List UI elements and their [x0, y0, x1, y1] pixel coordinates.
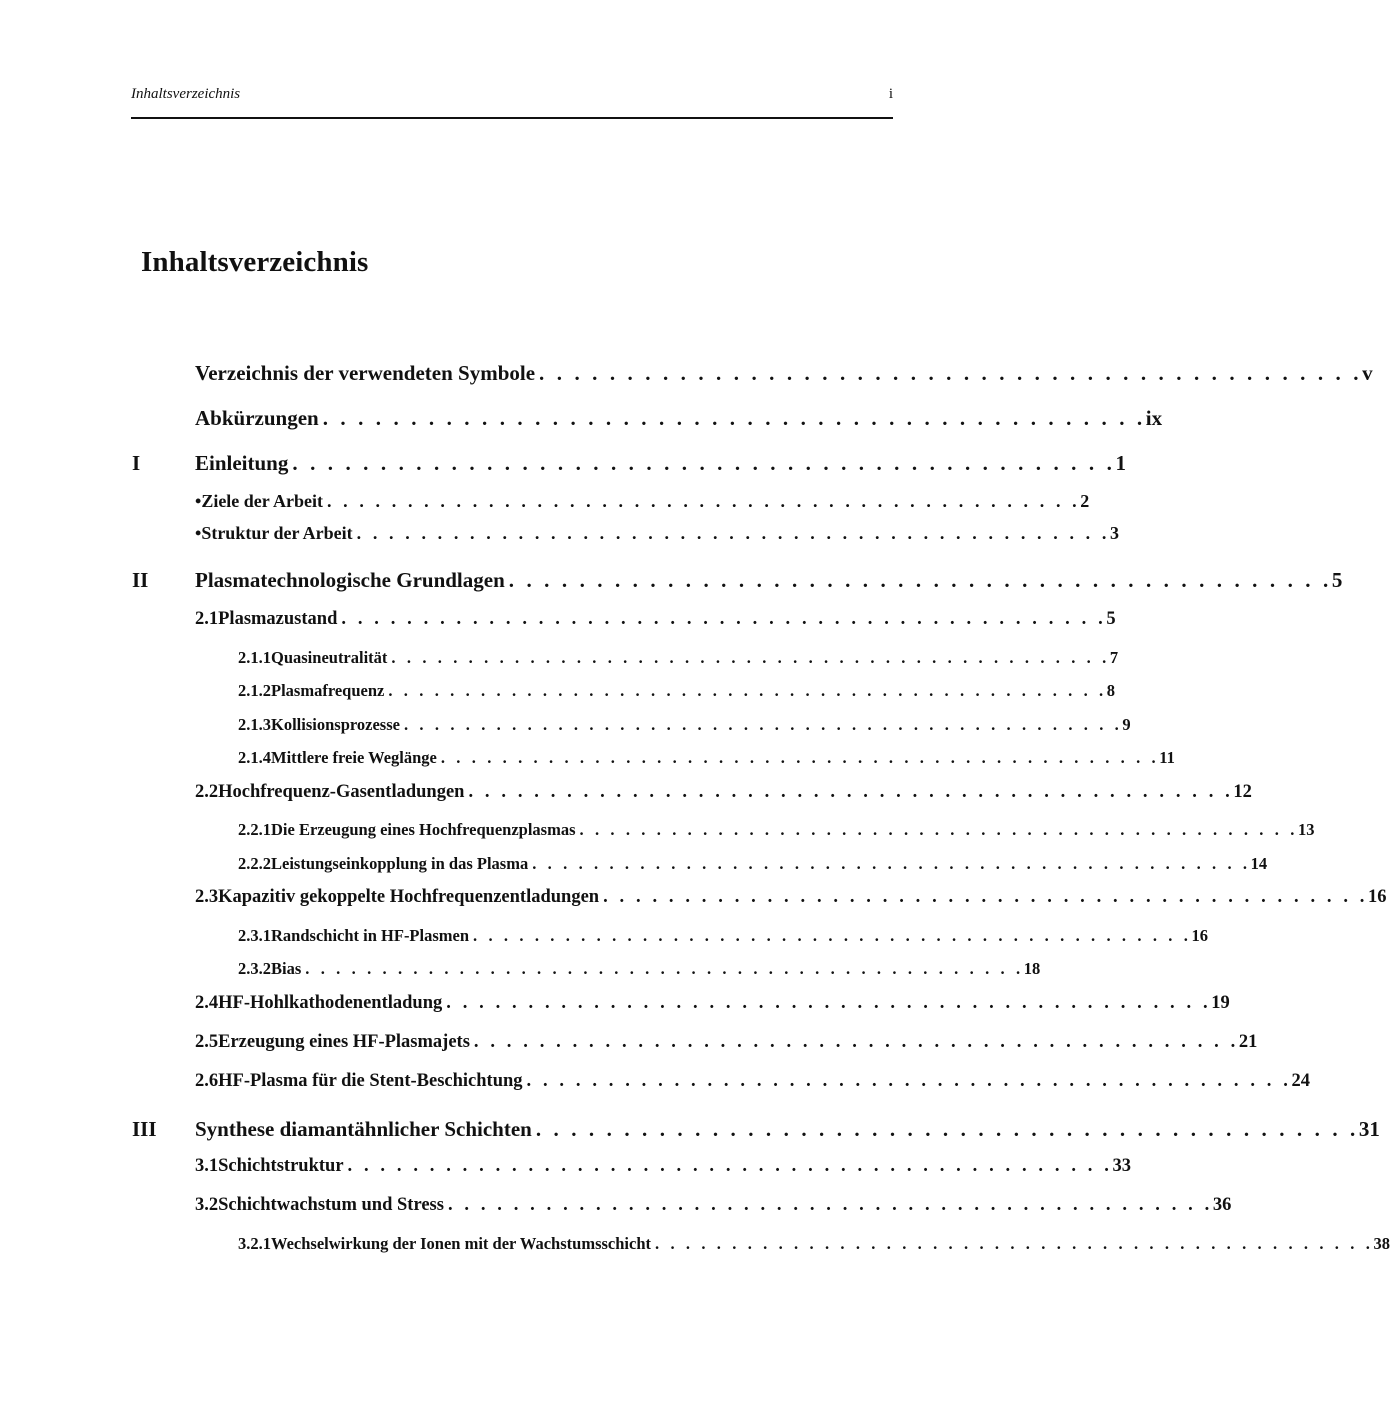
- toc-entry-section[interactable]: [195, 1032, 1258, 1053]
- toc-entry-subsection[interactable]: [238, 959, 1041, 979]
- dot-leader: . . . . . . . . . . . . . . . . . . . . . . . . . . . . . . . . . . . . . . . . . . . . . . .: [391, 648, 1110, 667]
- dot-leader: . . . . . . . . . . . . . . . . . . . . . . . . . . . . . . . . . . . . . . . . . . . . . . .: [447, 1195, 1213, 1215]
- dot-leader: . . . . . . . . . . . . . . . . . . . . . . . . . . . . . . . . . . . . . . . . . . . . . . .: [388, 681, 1107, 700]
- toc-entry-subsection[interactable]: [238, 820, 1315, 840]
- toc-entry-label: Plasmazustand: [218, 609, 338, 629]
- toc-entry-label: Verzeichnis der verwendeten Symbole: [195, 361, 536, 385]
- toc-entry-structure[interactable]: [195, 523, 1119, 544]
- toc-entry-label: Einleitung: [195, 451, 289, 475]
- toc-entry-label: Plasmafrequenz: [271, 681, 385, 700]
- running-title: Inhaltsverzeichnis: [131, 86, 241, 102]
- section-number: 2.1: [195, 609, 219, 629]
- toc-entry-page: 5: [1106, 609, 1116, 629]
- section-number: 2.1.2: [238, 681, 271, 700]
- section-number: 2.3: [195, 887, 219, 907]
- toc-entry-subsection[interactable]: [238, 681, 1116, 701]
- toc-entry-subsection[interactable]: [238, 648, 1119, 668]
- bullet: •: [195, 523, 202, 543]
- toc-entry-chapter-1[interactable]: [132, 451, 1126, 476]
- dot-leader: . . . . . . . . . . . . . . . . . . . . . . . . . . . . . . . . . . . . . . . . . . . . . . .: [292, 451, 1116, 475]
- toc-entry-label: Die Erzeugung eines Hochfrequenzplasmas: [271, 820, 576, 839]
- toc-entry-page: 1: [1115, 451, 1126, 475]
- toc-entry-label: HF-Plasma für die Stent-Beschichtung: [218, 1071, 523, 1091]
- toc-entry-page: 36: [1212, 1195, 1232, 1215]
- toc-entry-page: 24: [1291, 1071, 1310, 1091]
- section-number: 2.3.2: [238, 959, 271, 978]
- toc-entry-label: Struktur der Arbeit: [201, 523, 353, 543]
- chapter-numeral: I: [132, 451, 141, 475]
- toc-entry-section[interactable]: [195, 887, 1387, 908]
- toc-entry-label: Quasineutralität: [271, 648, 388, 667]
- chapter-numeral: II: [132, 568, 149, 592]
- toc-entry-section[interactable]: [195, 1071, 1310, 1092]
- toc-entry-subsection[interactable]: [238, 926, 1208, 946]
- toc-entry-page: 5: [1331, 568, 1343, 592]
- section-number: 2.2.2: [238, 854, 271, 873]
- toc-entry-label: Synthese diamantähnlicher Schichten: [195, 1117, 532, 1141]
- toc-entry-page: 13: [1297, 820, 1315, 839]
- toc-entry-section[interactable]: [195, 782, 1252, 803]
- toc-entry-page: 11: [1159, 748, 1175, 767]
- toc-entry-goals[interactable]: [195, 491, 1090, 512]
- toc-entry-label: HF-Hohlkathodenentladung: [218, 993, 443, 1013]
- section-number: 3.1: [195, 1156, 219, 1176]
- toc-entry-page: 8: [1106, 681, 1116, 700]
- dot-leader: . . . . . . . . . . . . . . . . . . . . . . . . . . . . . . . . . . . . . . . . . . . . . . .: [532, 854, 1251, 873]
- section-number: 3.2: [195, 1195, 219, 1215]
- toc-entry-chapter-3[interactable]: [132, 1117, 1380, 1142]
- dot-leader: . . . . . . . . . . . . . . . . . . . . . . . . . . . . . . . . . . . . . . . . . . . . . . .: [347, 1156, 1113, 1176]
- toc-entry-page: 12: [1233, 782, 1252, 802]
- dot-leader: . . . . . . . . . . . . . . . . . . . . . . . . . . . . . . . . . . . . . . . . . . . . . . .: [655, 1234, 1374, 1253]
- toc-entry-label: Schichtwachstum und Stress: [218, 1195, 444, 1215]
- page-number: i: [888, 86, 893, 102]
- toc-entry-page: 16: [1368, 887, 1387, 907]
- toc-entry-label: Hochfrequenz-Gasentladungen: [218, 782, 465, 802]
- toc-entry-section[interactable]: [195, 609, 1116, 630]
- toc-entry-section[interactable]: [195, 993, 1230, 1014]
- toc-entry-subsection[interactable]: [238, 715, 1131, 735]
- chapter-numeral: III: [132, 1117, 157, 1141]
- dot-leader: . . . . . . . . . . . . . . . . . . . . . . . . . . . . . . . . . . . . . . . . . . . . . . .: [341, 609, 1107, 629]
- toc-entry-page: 3: [1109, 523, 1119, 543]
- toc-entry-label: Randschicht in HF-Plasmen: [271, 926, 470, 945]
- toc-entry-page: 21: [1238, 1032, 1258, 1052]
- section-number: 2.4: [195, 993, 219, 1013]
- toc-entry-section[interactable]: [195, 1156, 1131, 1177]
- toc-entry-label: Bias: [271, 959, 302, 978]
- dot-leader: . . . . . . . . . . . . . . . . . . . . . . . . . . . . . . . . . . . . . . . . . . . . . . .: [526, 1071, 1292, 1091]
- dot-leader: . . . . . . . . . . . . . . . . . . . . . . . . . . . . . . . . . . . . . . . . . . . . . . .: [579, 820, 1298, 839]
- toc-entry-subsection[interactable]: [238, 854, 1268, 874]
- toc-entry-label: Mittlere freie Weglänge: [271, 748, 437, 767]
- dot-leader: . . . . . . . . . . . . . . . . . . . . . . . . . . . . . . . . . . . . . . . . . . . . . . .: [603, 887, 1369, 907]
- toc-entry-abbreviations[interactable]: [195, 406, 1163, 431]
- section-number: 2.6: [195, 1071, 219, 1091]
- dot-leader: . . . . . . . . . . . . . . . . . . . . . . . . . . . . . . . . . . . . . . . . . . . . . . .: [322, 406, 1146, 430]
- toc-entry-page: 9: [1122, 715, 1131, 734]
- section-number: 3.2.1: [238, 1234, 271, 1253]
- toc-entry-page: 19: [1211, 993, 1230, 1013]
- dot-leader: . . . . . . . . . . . . . . . . . . . . . . . . . . . . . . . . . . . . . . . . . . . . . . .: [403, 715, 1123, 734]
- dot-leader: . . . . . . . . . . . . . . . . . . . . . . . . . . . . . . . . . . . . . . . . . . . . . . .: [468, 782, 1234, 802]
- toc-entry-label: Kapazitiv gekoppelte Hochfrequenzentladungen: [218, 887, 600, 907]
- dot-leader: . . . . . . . . . . . . . . . . . . . . . . . . . . . . . . . . . . . . . . . . . . . . . . .: [473, 926, 1192, 945]
- toc-entry-page: 7: [1109, 648, 1119, 667]
- toc-entry-label: Schichtstruktur: [218, 1156, 344, 1176]
- dot-leader: . . . . . . . . . . . . . . . . . . . . . . . . . . . . . . . . . . . . . . . . . . . . . . .: [326, 491, 1081, 511]
- section-number: 2.1.3: [238, 715, 271, 734]
- dot-leader: . . . . . . . . . . . . . . . . . . . . . . . . . . . . . . . . . . . . . . . . . . . . . . .: [535, 1117, 1359, 1141]
- toc-entry-label: Ziele der Arbeit: [201, 491, 323, 511]
- toc-entry-page: 33: [1112, 1156, 1131, 1176]
- dot-leader: . . . . . . . . . . . . . . . . . . . . . . . . . . . . . . . . . . . . . . . . . . . . . . .: [305, 959, 1024, 978]
- toc-entry-page: ix: [1145, 406, 1163, 430]
- toc-entry-page: 16: [1191, 926, 1208, 945]
- bullet: •: [195, 491, 202, 511]
- toc-entry-page: 18: [1023, 959, 1041, 978]
- toc-entry-subsection[interactable]: [238, 1234, 1390, 1254]
- toc-entry-page: 2: [1080, 491, 1090, 511]
- toc-entry-symbols[interactable]: [195, 361, 1373, 386]
- toc-entry-label: Leistungseinkopplung in das Plasma: [271, 854, 529, 873]
- dot-leader: . . . . . . . . . . . . . . . . . . . . . . . . . . . . . . . . . . . . . . . . . . . . . . .: [473, 1032, 1239, 1052]
- toc-entry-label: Plasmatechnologische Grundlagen: [195, 568, 505, 592]
- toc-entry-label: Wechselwirkung der Ionen mit der Wachstumsschicht: [271, 1234, 651, 1253]
- section-number: 2.1.4: [238, 748, 271, 767]
- toc-entry-page: v: [1362, 361, 1373, 385]
- toc-entry-section[interactable]: [195, 1195, 1232, 1216]
- toc-entry-label: Abkürzungen: [195, 406, 319, 430]
- dot-leader: . . . . . . . . . . . . . . . . . . . . . . . . . . . . . . . . . . . . . . . . . . . . . . .: [539, 361, 1363, 385]
- section-number: 2.5: [195, 1032, 219, 1052]
- dot-leader: . . . . . . . . . . . . . . . . . . . . . . . . . . . . . . . . . . . . . . . . . . . . . . .: [508, 568, 1332, 592]
- dot-leader: . . . . . . . . . . . . . . . . . . . . . . . . . . . . . . . . . . . . . . . . . . . . . . .: [356, 523, 1110, 543]
- toc-entry-page: 38: [1373, 1234, 1390, 1253]
- toc-entry-page: 14: [1250, 854, 1268, 873]
- section-number: 2.2: [195, 782, 219, 802]
- section-number: 2.3.1: [238, 926, 271, 945]
- page-title: Inhaltsverzeichnis: [141, 246, 369, 278]
- toc-entry-subsection[interactable]: [238, 748, 1175, 768]
- toc-entry-chapter-2[interactable]: [132, 568, 1343, 593]
- section-number: 2.1.1: [238, 648, 271, 667]
- toc-entry-label: Erzeugung eines HF-Plasmajets: [218, 1032, 470, 1052]
- dot-leader: . . . . . . . . . . . . . . . . . . . . . . . . . . . . . . . . . . . . . . . . . . . . . . .: [440, 748, 1160, 767]
- toc-entry-label: Kollisionsprozesse: [271, 715, 400, 734]
- toc-entry-page: 31: [1358, 1117, 1380, 1141]
- section-number: 2.2.1: [238, 820, 271, 839]
- dot-leader: . . . . . . . . . . . . . . . . . . . . . . . . . . . . . . . . . . . . . . . . . . . . . . .: [446, 993, 1212, 1013]
